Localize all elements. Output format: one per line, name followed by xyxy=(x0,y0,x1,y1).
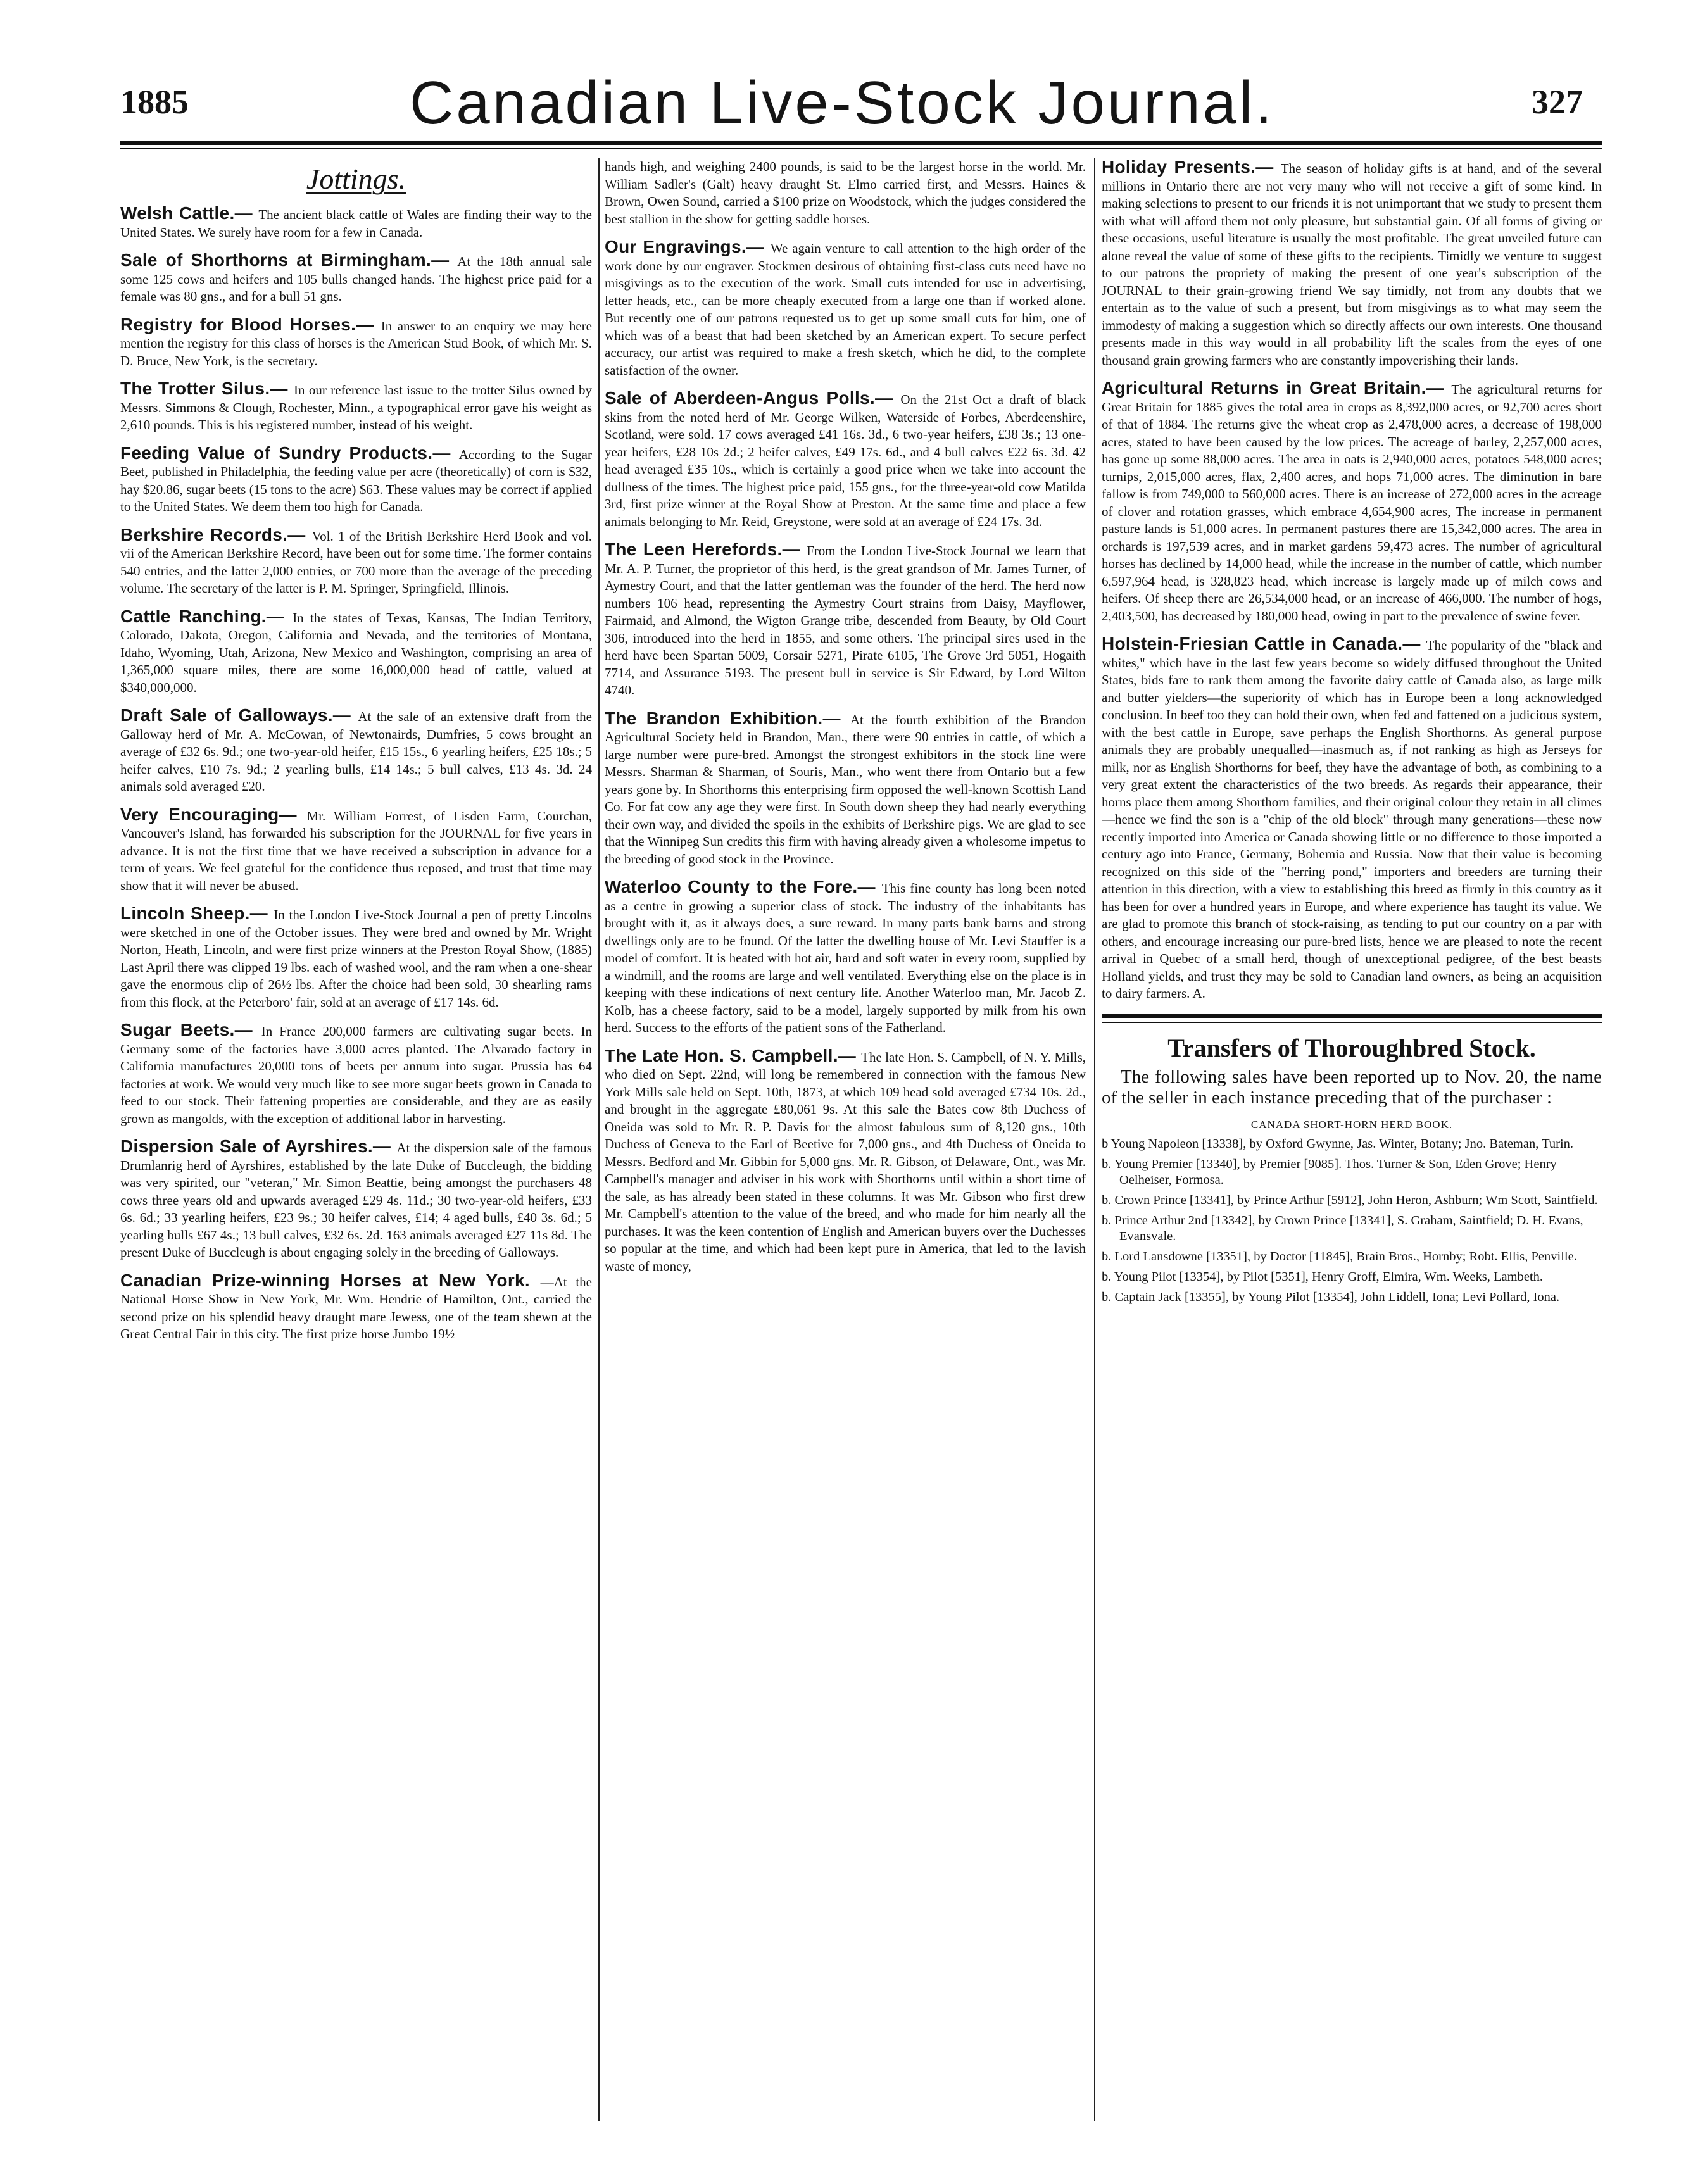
masthead-rule-thick xyxy=(120,141,1602,145)
article-body: At the sale of an extensive draft from the Galloway herd of Mr. A. McCowan, of Newtonairds, Dumfries, 5 cows brought an average of £32 6s. 9d.; one two-year-old heifer, £15 15s., 6 yearling heifers, £25 18s.; 5 heifer calves, £10 7s. 9d.; 2 yearling bulls, £14 14s.; 5 bull calves, £13 4s. 3d. 24 animals sold averaged £20. xyxy=(120,709,592,794)
article xyxy=(605,389,1086,530)
article xyxy=(605,238,1086,379)
article-paragraph xyxy=(120,1021,592,1127)
article-headline: The Brandon Exhibition.— xyxy=(605,708,841,728)
article xyxy=(1102,158,1602,369)
article-body: —At the National Horse Show in New York, Mr. Wm. Hendrie of Hamilton, Ont., carried the second prize on his splendid heavy draught mare Jewess, one of the team shewn at the Great Central Fair in this city. The first prize horse Jumbo 19½ xyxy=(120,1274,592,1341)
page-number: 327 xyxy=(1532,83,1583,121)
issue-year: 1885 xyxy=(120,83,189,121)
article xyxy=(120,706,592,796)
article-headline: Welsh Cattle.— xyxy=(120,203,253,223)
article-headline: Draft Sale of Galloways.— xyxy=(120,705,351,725)
article xyxy=(120,380,592,434)
article-paragraph xyxy=(605,878,1086,1037)
article-headline: Very Encouraging— xyxy=(120,804,297,824)
article xyxy=(1102,379,1602,625)
article xyxy=(1102,635,1602,1003)
column-3 xyxy=(1102,158,1602,2152)
article xyxy=(120,444,592,516)
article-body: Vol. 1 of the British Berkshire Herd Book and vol. vii of the American Berkshire Record, have been out for some time. The former contains 540 entries, and the latter 2,000 entries, or 700 more than the average of the preceding volume. The secretary of the latter is P. M. Springer, Springfield, Illinois. xyxy=(120,528,592,596)
article-body: In answer to an enquiry we may here mention the registry for this class of horses is the American Stud Book, of which Mr. S. D. Bruce, New York, is the secretary. xyxy=(120,318,592,368)
article xyxy=(120,316,592,370)
article-paragraph xyxy=(605,389,1086,530)
article-body: In the states of Texas, Kansas, The Indian Territory, Colorado, Dakota, Oregon, California and Nevada, and the territories of Montana, Idaho, Wyoming, Utah, Arizona, New Mexico and Washington, comprising an area of 1,365,000 square miles, there are some 16,000,000 head of cattle, valued at $340,000,000. xyxy=(120,610,592,695)
transfer-entry: b. Young Premier [13340], by Premier [9085]. Thos. Turner & Son, Eden Grove; Henry Oelheiser, Formosa. xyxy=(1102,1157,1557,1187)
article xyxy=(605,541,1086,700)
article-body: At the dispersion sale of the famous Drumlanrig herd of Ayrshires, established by the late Duke of Buccleugh, the bidding was very spirited, our "veteran," Mr. Simon Beattie, being amongst the purchasers 48 cows three years old and upwards averaged £29 4s. 11d.; 30 two-year-old heifers, £33 6s. 6d.; 33 yearling heifers, £23 9s.; 30 heifer calves, £14; 4 aged bulls, £40 3s. 6d.; 5 yearling bulls £67 4s.; 13 bull calves, £32 6s. 2d. 163 animals averaged £27 11s 8d. The present Duke of Buccleugh is about engaging solely in the breeding of Galloways. xyxy=(120,1140,592,1260)
article-body: We again venture to call attention to the high order of the work done by our engraver. Stockmen desirous of obtaining first-class cuts need have no misgivings as to the execution of the work. Small cuts intended for use in advertising, letter heads, etc., can be more cheaply executed from a large one than if worked alone. But recently one of our patrons requested us to get up some small cuts for him, one of which was of a beast that had been sketched by an American expert. To secure perfect accuracy, our artist was required to make a fresh sketch, which he did, to the complete satisfaction of the owner. xyxy=(605,241,1086,378)
article xyxy=(605,878,1086,1037)
article xyxy=(120,1272,592,1343)
article xyxy=(605,158,1086,228)
article-body: The season of holiday gifts is at hand, and of the several millions in Ontario there are not very many who will not receive a gift of some kind. In making selections to present to our friends it is not unimportant that we study to present them with what will afford them not only pleasure, but substantial gain. Of all forms of giving or these occasions, useful literature is usually the most profitable. The great unveiled future can alone reveal the value of some of these gifts to the recipients. Timidly we venture to suggest to our patrons the propriety of making the present of one year's subscription of the JOURNAL to their grain-growing friend We say timidly, not from any doubts that we entertain as to the value of such a present, but from misgivings as to what may seem the immodesty of making a suggestion which so directly affects our own interests. One thousand presents made in this way would in all probability lift the scales from the eyes of one thousand grain growing farmers who are constantly impoverishing their lands. xyxy=(1102,161,1602,368)
article-headline: Lincoln Sheep.— xyxy=(120,903,268,923)
article-body: From the London Live-Stock Journal we learn that Mr. A. P. Turner, the proprietor of this herd, is the great grandson of Mr. James Turner, of Aymestry Court, and that the latter gentleman was the founder of the herd. The herd now numbers 106 head, representing the Aymestry Court strains from Daisy, Mayflower, Fairmaid, and Almond, the Wigton Grange tribe, descended from Beauty, by Old Court 306, introduced into the herd in 1855, and some others. The principal sires used in the herd have been Spartan 5009, Corsair 5271, Pirate 6105, The Grove 3rd 5051, Hogaith 7714, and Assurance 5193. The present bull in service is Sir Edward, by Lord Wilton 4740. xyxy=(605,543,1086,698)
article-headline: Dispersion Sale of Ayrshires.— xyxy=(120,1136,391,1156)
section-title: Jottings. xyxy=(306,163,406,195)
article-headline: Feeding Value of Sundry Products.— xyxy=(120,442,451,463)
transfer-entry: b. Young Pilot [13354], by Pilot [5351], Henry Groff, Elmira, Wm. Weeks, Lambeth. xyxy=(1102,1269,1543,1284)
transfer-entry: b. Lord Lansdowne [13351], by Doctor [11845], Brain Bros., Hornby; Robt. Ellis, Penville. xyxy=(1102,1249,1577,1264)
transfers-rule xyxy=(1102,1022,1602,1023)
masthead-rule-thin xyxy=(120,148,1602,149)
article-headline: Registry for Blood Horses.— xyxy=(120,314,374,334)
article-paragraph xyxy=(120,608,592,697)
herd-book-subhead: CANADA SHORT-HORN HERD BOOK. xyxy=(1250,1118,1453,1131)
article-headline: Sugar Beets.— xyxy=(120,1020,253,1039)
article xyxy=(120,608,592,697)
article-headline: The Late Hon. S. Campbell.— xyxy=(605,1045,857,1065)
transfer-entry: b. Prince Arthur 2nd [13342], by Crown Prince [13341], S. Graham, Saintfield; D. H. Evans, Evansvale. xyxy=(1102,1213,1583,1243)
article-headline: Waterloo County to the Fore.— xyxy=(605,877,876,896)
article-paragraph xyxy=(605,1047,1086,1276)
article xyxy=(120,905,592,1011)
article-paragraph xyxy=(120,905,592,1011)
transfers-intro: The following sales have been reported up to Nov. 20, the name of the seller in each instance preceding that of the purchaser : xyxy=(1102,1066,1602,1108)
article-paragraph xyxy=(120,1138,592,1262)
column-2-articles xyxy=(605,158,1086,1275)
article-paragraph xyxy=(120,806,592,895)
article-paragraph xyxy=(605,710,1086,869)
article xyxy=(605,1047,1086,1276)
column-3-articles xyxy=(1102,158,1602,1003)
article-paragraph xyxy=(120,251,592,306)
article-paragraph xyxy=(120,444,592,516)
transfers-section xyxy=(1102,1014,1602,1305)
article-headline: The Trotter Silus.— xyxy=(120,379,288,398)
article-headline: Canadian Prize-winning Horses at New York. xyxy=(120,1270,530,1290)
transfers-title: Transfers of Thoroughbred Stock. xyxy=(1167,1033,1536,1062)
transfer-entry: b. Crown Prince [13341], by Prince Arthur [5912], John Heron, Ashburn; Wm Scott, Saintfield. xyxy=(1102,1193,1598,1207)
article-headline: Sale of Shorthorns at Birmingham.— xyxy=(120,250,450,270)
article xyxy=(120,526,592,598)
article xyxy=(120,806,592,895)
article-headline: Our Engravings.— xyxy=(605,237,765,256)
column-divider-1 xyxy=(598,158,600,2121)
article-headline: The Leen Herefords.— xyxy=(605,539,800,559)
masthead xyxy=(82,68,1602,138)
article-headline: Berkshire Records.— xyxy=(120,524,306,544)
article-body: In France 200,000 farmers are cultivating sugar beets. In Germany some of the factories have 3,000 acres planted. The Alvarado factory in California manufactures 20,000 tons of beets per annum into sugar. Prussia has 64 factories at work. We would very much like to see more sugar beets grown in Canada to feed to our stock. Their fattening properties are considerable, and they are as easily grown as mangolds, with the exception of additional labor in harvesting. xyxy=(120,1024,592,1126)
article-body: According to the Sugar Beet, published in Philadelphia, the feeding value per acre (theoretically) of corn is $32, hay $20.86, sugar beets (15 tons to the acre) $63. These values may be correct if applied to the United States. We deem them too high for Canada. xyxy=(120,446,592,514)
article xyxy=(120,251,592,306)
journal-title: Canadian Live-Stock Journal. xyxy=(409,69,1275,137)
article-body: The popularity of the "black and whites," which have in the last few years become so widely diffused throughout the United States, bids fare to rank them among the favorite dairy cattle of Canada also, as large milk and butter yielders—the superiority of which has in Europe been a long acknowledged conclusion. In beef too they can hold their own, when fed and fattened on a judicious system, with the best cattle in Europe, save perhaps the English Shorthorns. As general purpose animals they are probably unequalled—inasmuch as, if not ranking as high as Jerseys for milk, nor as English Shorthorns for beef, they have the advantage of both, as combining to a very great extent the characteristics of the two breeds. As regards their appearance, their horns place them among Shorthorn families, and their original colour they retain in all climes—hence we find the son is a "chip of the old block" through many generations—these now recently imported into America or Canada showing little or no difference to those imported a century ago into France, Germany, Bohemia and Russia. Now that their value is becoming recognized on this side of the "herring pond," importers and breeders are turning their attention in this direction, with a view to establishing this breed as firmly in this country as it has been for over a hundred years in Europe, and where experience has taught its value. We are glad to promote this branch of stock-raising, as tending to put our country on a par with others, and encourage increasing our pure-bred lists, hence we are pleased to note the recent arrival in Quebec of a small herd, though of unexceptional pedigree, of the best beasts Holland yields, and trust they may be sold to Canadian land owners, as being an acquisition to dairy farmers. A. xyxy=(1102,637,1602,1001)
article-paragraph xyxy=(605,238,1086,379)
article-paragraph xyxy=(605,541,1086,700)
article-headline: Cattle Ranching.— xyxy=(120,606,285,626)
article xyxy=(120,204,592,241)
article-headline: Sale of Aberdeen-Angus Polls.— xyxy=(605,388,893,408)
article-body: On the 21st Oct a draft of black skins from the noted herd of Mr. George Wilken, Waterside of Forbes, Aberdeenshire, Scotland, were sold. 17 cows averaged £41 16s. 3d., 6 two-year heifers, £38 3s.; 13 one-year heifers, £28 10s 2d.; 2 heifer calves, £49 17s. 6d., and 4 bull calves £22 6s. 3d. 42 head averaged £35 10s., which is certainly a good price when we take into account the dullness of the times. The highest price paid, 155 gns., for the three-year-old cow Matilda 3rd, first prize winner at the Royal Show at Preston. At the same time and place a few animals belonging to Mr. Reid, Greystone, were sold at an average of £24 17s. 3d. xyxy=(605,392,1086,529)
transfer-entry: b. Captain Jack [13355], by Young Pilot [13354], John Liddell, Iona; Levi Pollard, Iona. xyxy=(1102,1290,1560,1304)
article-body: At the fourth exhibition of the Brandon Agricultural Society held in Brandon, Man., there were 90 entries in cattle, of which a large number were pure-bred. Amongst the strongest exhibitors in the stock line were Messrs. Sharman & Sharman, of Souris, Man., who went there from Ontario but a few years gone by. In Shorthorns this enterprising firm opposed the well-known Scottish Land Co. For fat cow any age they were first. In South down sheep they had nearly everything their own way, and divided the spoils in the exhibits of Berkshire pigs. We are glad to see that the Winnipeg Sun credits this firm with having already given a wholesome impetus to the breeding of good stock in the Province. xyxy=(605,712,1086,867)
article-body: The agricultural returns for Great Britain for 1885 gives the total area in crops as 8,392,000 acres, or 92,700 acres short of that of 1884. The returns give the wheat crop as 2,478,000 acres, a decrease of 198,000 acres, stated to have been caused by the low prices. The acreage of barley, 2,257,000 acres, has gone up some 88,000 acres. The area in oats is 2,940,000 acres, potatoes 548,000 acres; turnips, 2,015,000 acres, flax, 2,400 acres, and hops 71,000 acres. The diminution in bare fallow is from 749,000 to 560,000 acres. There is an increase of 272,000 acres in the acreage of clover and rotation grasses, which embrace 4,654,900 acres, The increase in permanent pasture lands is 51,000 acres. In permanent pastures there are 15,342,000 acres. The area in orchards is 197,539 acres, and in market gardens 59,473 acres. The number of agricultural horses has declined by 14,000 head, while the increase in the number of cattle, which number 6,597,964 head, is 328,823 head, which increase is largely made up of milch cows and heifers. Of sheep there are 26,534,000 head, or an increase of 466,000. The number of hogs, 2,403,500, has decreased by 180,000 head, owing in part to the prevalence of swine fever. xyxy=(1102,382,1602,624)
article-body: In our reference last issue to the trotter Silus owned by Messrs. Simmons & Clough, Rochester, Minn., a typographical error gave his weight as 2,610 pounds. This is his registered number, instead of his weight. xyxy=(120,382,592,432)
article-paragraph xyxy=(120,1272,592,1343)
article-paragraph xyxy=(1102,158,1602,369)
article xyxy=(605,710,1086,869)
article-headline: Agricultural Returns in Great Britain.— xyxy=(1102,378,1445,398)
transfer-entry: b Young Napoleon [13338], by Oxford Gwynne, Jas. Winter, Botany; Jno. Bateman, Turin. xyxy=(1102,1136,1574,1151)
column-divider-2 xyxy=(1094,158,1095,2121)
article-headline: Holiday Presents.— xyxy=(1102,158,1274,177)
article-paragraph xyxy=(120,526,592,598)
column-1-articles xyxy=(120,204,592,1343)
column-2 xyxy=(605,158,1086,2152)
article-paragraph xyxy=(1102,635,1602,1003)
article-paragraph xyxy=(120,316,592,370)
article-paragraph xyxy=(120,380,592,434)
article-body: This fine county has long been noted as a centre in growing a superior class of stock. The industry of the inhabitants has brought with it, as it always does, a sure reward. In many parts bank barns and strong dwellings only are to be found. Of the latter the dwelling house of Mr. Levi Stauffer is a model of comfort. It is heated with hot air, hard and soft water in every room, supplied by a windmill, and the rooms are large and well ventilated. Everything else on the place is in keeping with these indications of next century life. Another Waterloo man, Mr. Jacob Z. Kolb, has a cheese factory, said to be a model, largely supported by milk from his own herd. Success to the efforts of the patient sons of the Fatherland. xyxy=(605,881,1086,1035)
article-paragraph xyxy=(1102,379,1602,625)
article-body: The late Hon. S. Campbell, of N. Y. Mills, who died on Sept. 22nd, will long be remembered in connection with the famous New York Mills sale held on Sept. 10th, 1873, at which 109 head sold averaged £734 10s. 2d., and brought in the aggregate £80,061 9s. At this sale the Bates cow 8th Duchess of Oneida was sold to Mr. R. P. Davis for the almost fabulous sum of 8,120 gns., 10th Duchess of Geneva to the Earl of Beetive for 7,000 gns., and 4th Duchess of Oneida to Messrs. Bedford and Mr. Gibbin for 5,000 gns. Mr. R. Gibson, of Delaware, Ont., was Mr. Campbell's manager and adviser in his work with Shorthorns until within a short time of the sale, as has already been stated in these columns. It was Mr. Gibson who first drew Mr. Campbell's attention to the value of the breed, and who made for him nearly all the purchases. It was the keen contention of English and American buyers over the Duchesses so popular at the time, and which had been kept pure in America, that led to the lavish waste of money, xyxy=(605,1049,1086,1274)
article-body: The ancient black cattle of Wales are finding their way to the United States. We surely have room for a few in Canada. xyxy=(120,207,592,240)
article-paragraph xyxy=(120,706,592,796)
article xyxy=(120,1021,592,1127)
article-paragraph xyxy=(120,204,592,241)
article-paragraph xyxy=(605,158,1086,228)
article-body: hands high, and weighing 2400 pounds, is said to be the largest horse in the world. Mr. William Sadler's (Galt) heavy draught St. Elmo carried first, and Messrs. Haines & Brown, Owen Sound, carried a $100 prize on Woodstock, which the judges considered the best stallion in the show for getting saddle horses. xyxy=(605,159,1086,227)
article-body: Mr. William Forrest, of Lisden Farm, Courchan, Vancouver's Island, has forwarded his subscription for the JOURNAL for five years in advance. It is not the first time that we have received a subscription in advance for a term of years. We feel grateful for the confidence thus reposed, and trust that time may show that it will never be abused. xyxy=(120,808,592,893)
article-body: In the London Live-Stock Journal a pen of pretty Lincolns were sketched in one of the October issues. They were bred and owned by Mr. Wright Norton, Heath, Lincoln, and were first prize winners at the Preston Royal Show, (1885) Last April there was clipped 19 lbs. each of washed wool, and the ram when a one-shear gave the enormous clip of 26½ lbs. After the choice had been sold, 30 shearling rams from this flock, at the Peterboro' fair, sold at an average of £17 14s. 6d. xyxy=(120,907,592,1010)
article-body: At the 18th annual sale some 125 cows and heifers and 105 bulls changed hands. The highest price paid for a female was 80 gns., and for a bull 51 gns. xyxy=(120,254,592,304)
column-1 xyxy=(120,158,592,2121)
transfer-entries xyxy=(1102,1136,1602,1305)
article-headline: Holstein-Friesian Cattle in Canada.— xyxy=(1102,634,1421,653)
article xyxy=(120,1138,592,1262)
